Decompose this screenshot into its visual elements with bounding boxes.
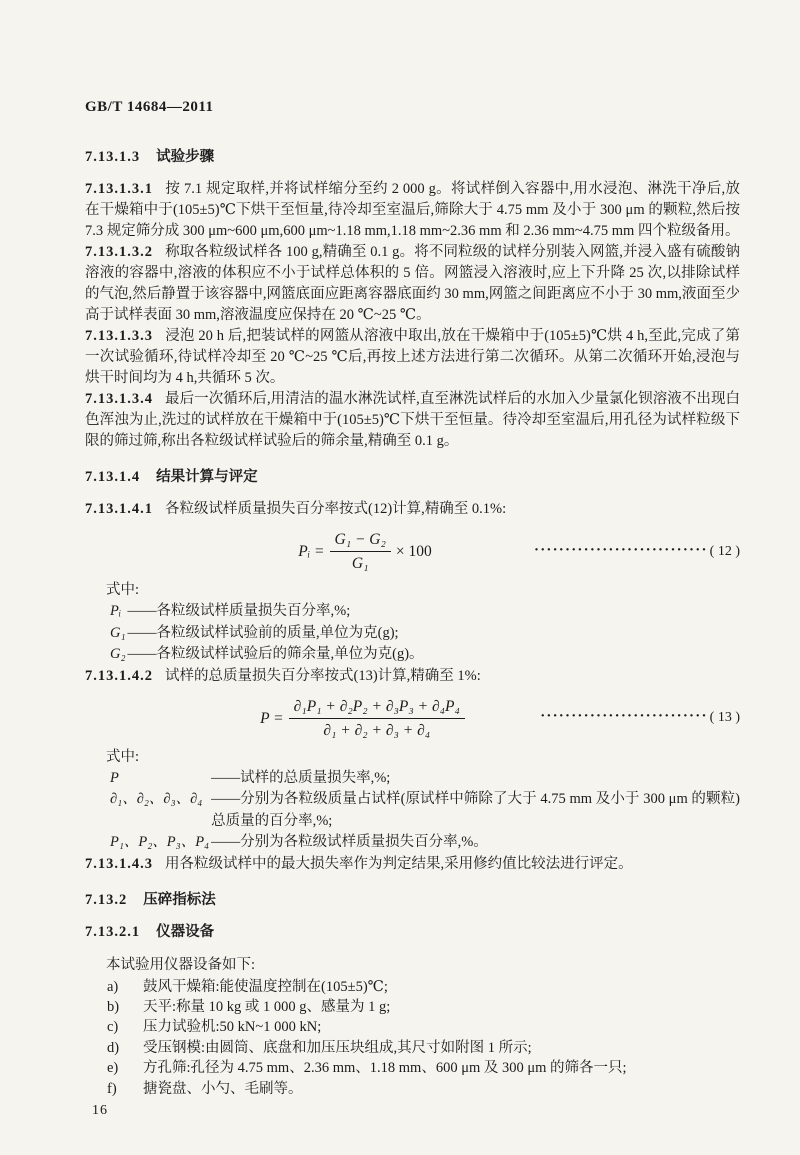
list-marker: d): [107, 1039, 120, 1056]
equipment-item-text: 受压钢模:由圆筒、底盘和加压压块组成,其尺寸如附图 1 所示;: [143, 1039, 532, 1056]
fraction-numerator: G₁ − G₂: [330, 529, 391, 552]
clause-number: 7.13.1.4.1: [85, 501, 153, 517]
equation-number: ( 13 ): [709, 710, 740, 725]
equipment-item-text: 鼓风干燥箱:能使温度控制在(105±5)℃;: [143, 978, 388, 995]
list-marker: e): [107, 1060, 119, 1077]
standard-number-header: GB/T 14684—2011: [85, 99, 214, 115]
symbol-description: ——各粒级试样试验前的质量,单位为克(g);: [127, 624, 399, 641]
list-marker: f): [107, 1080, 117, 1097]
symbol: G₁: [110, 624, 126, 641]
heading-7-13-2: [85, 890, 740, 911]
equipment-item-text: 方孔筛:孔径为 4.75 mm、2.36 mm、1.18 mm、600 μm 及 300 μm 的筛各一只;: [143, 1060, 627, 1077]
clause-number: 7.13.1.3.2: [85, 244, 153, 260]
clause-text: 最后一次循环后,用清洁的温水淋洗试样,直至淋洗试样后的水加入少量氯化钡溶液不出现白色浑浊为止,洗过的试样放在干燥箱中于(105±5)℃下烘干至恒量。待冷却至室温后,用孔径为试样粒级下限的筛过筛,称出各粒级试样试验后的筛余量,精确至 0.1 g。: [85, 391, 740, 449]
equipment-item: [85, 1058, 740, 1078]
clause-text: 按 7.1 规定取样,并将试样缩分至约 2 000 g。将试样倒入容器中,用水浸泡、淋洗干净后,放在干燥箱中于(105±5)℃下烘干至恒量,待冷却至室温后,筛除大于 4.75 mm 及小于 300 μm 的颗粒,然后按 7.3 规定筛分成 300 μm~600 μm,600 μm~1.18 mm,1.18 mm~2.36 mm 和 2.36 mm~4.75 mm 四个粒级备用。: [85, 181, 740, 239]
definition-row: [110, 768, 740, 790]
symbol-description: ——各粒级试样质量损失百分率,%;: [127, 603, 351, 619]
list-marker: b): [107, 998, 120, 1015]
formula-13-expression: [260, 696, 470, 741]
clause-text: 各粒级试样质量损失百分率按式(12)计算,精确至 0.1%:: [165, 501, 507, 517]
heading-number: 7.13.1.4: [85, 469, 141, 485]
symbol: Pᵢ: [110, 603, 122, 619]
clause-7-13-1-3-2: [85, 242, 740, 326]
equipment-item: [85, 1017, 740, 1037]
formula-12-leader: [534, 540, 740, 562]
clause-7-13-1-4-1: [85, 499, 740, 520]
equipment-item-text: 搪瓷盘、小勺、毛刷等。: [143, 1080, 303, 1097]
definition-row: [110, 623, 424, 645]
equipment-intro: 本试验用仪器设备如下:: [106, 956, 256, 973]
heading-number: 7.13.1.3: [85, 149, 141, 165]
symbol: G₂: [110, 646, 126, 662]
clause-7-13-1-3-1: [85, 179, 740, 242]
clause-number: 7.13.1.3.4: [85, 391, 153, 407]
fraction: [289, 696, 465, 741]
clause-7-13-1-3-3: [85, 326, 740, 389]
clause-7-13-1-4-3: [85, 854, 740, 875]
symbol-description: ——试样的总质量损失率,%;: [211, 769, 391, 786]
formula-lhs: P =: [260, 709, 284, 727]
formula-12: [85, 527, 740, 574]
clause-number: 7.13.1.3.3: [85, 328, 153, 344]
fraction-denominator: G₁: [351, 555, 369, 572]
heading-title: 仪器设备: [156, 923, 215, 940]
where-block-13: [85, 747, 740, 854]
clause-7-13-1-3-4: [85, 389, 740, 452]
symbol: P: [110, 769, 119, 786]
clause-number: 7.13.1.4.2: [85, 667, 153, 684]
heading-title: 压碎指标法: [143, 891, 216, 908]
formula-13-leader: [540, 706, 740, 728]
definition-row: [110, 644, 424, 666]
heading-title: 结果计算与评定: [156, 469, 258, 485]
symbol-definitions: [110, 768, 740, 854]
symbol: ∂₁、∂₂、∂₃、∂₄: [110, 791, 203, 807]
definition-row: [110, 601, 424, 623]
heading-7-13-1-4: [85, 467, 740, 488]
where-label: 式中:: [106, 748, 140, 765]
formula-12-expression: [298, 529, 432, 574]
equipment-list: [85, 977, 740, 1099]
heading-number: 7.13.2: [85, 891, 128, 908]
fraction-numerator: ∂₁P₁ + ∂₂P₂ + ∂₃P₃ + ∂₄P₄: [289, 696, 465, 719]
list-marker: c): [107, 1019, 119, 1036]
definition-row: [110, 832, 740, 854]
heading-title: 试验步骤: [156, 149, 215, 165]
fraction: [330, 529, 391, 574]
page-number: 16: [92, 1102, 108, 1118]
dot-leader: ···························: [540, 708, 708, 724]
heading-number: 7.13.2.1: [85, 923, 141, 940]
symbol: P₁、P₂、P₃、P₄: [110, 834, 210, 850]
clause-number: 7.13.1.4.3: [85, 855, 153, 872]
clause-text: 称取各粒级试样各 100 g,精确至 0.1 g。将不同粒级的试样分别装入网篮,并浸入盛有硫酸钠溶液的容器中,溶液的体积应不小于试样总体积的 5 倍。网篮浸入溶液时,应上下升降 25 次,以排除试样的气泡,然后静置于该容器中,网篮底面应距离容器底面约 30 mm,网篮之间距离应不小于 30 mm,液面至少高于试样表面 30 mm,溶液温度应保持在 20 ℃~25 ℃。: [85, 244, 740, 323]
equipment-item: [85, 1038, 740, 1058]
clause-number: 7.13.1.3.1: [85, 181, 153, 197]
symbol-description: ——分别为各粒级试样质量损失百分率,%。: [211, 834, 488, 850]
equipment-item-text: 压力试验机:50 kN~1 000 kN;: [143, 1019, 322, 1036]
heading-7-13-1-3: [85, 147, 740, 168]
equation-number: ( 12 ): [709, 543, 740, 559]
formula-suffix: × 100: [395, 543, 432, 560]
fraction-denominator: ∂₁ + ∂₂ + ∂₃ + ∂₄: [323, 721, 431, 739]
symbol-description: ——分别为各粒级质量占试样(原试样中筛除了大于 4.75 mm 及小于 300 μm 的颗粒)总质量的百分率,%;: [211, 791, 740, 829]
clause-7-13-1-4-2: [85, 666, 740, 687]
equipment-item: [85, 1079, 740, 1099]
symbol-description: ——各粒级试样试验后的筛余量,单位为克(g)。: [127, 646, 424, 662]
formula-lhs: Pᵢ =: [298, 543, 325, 560]
symbol-definitions: [110, 601, 424, 666]
heading-7-13-2-1: [85, 922, 740, 943]
where-block-12: [85, 580, 740, 666]
formula-13: [85, 694, 740, 741]
dot-leader: ····························: [534, 541, 708, 558]
clause-text: 浸泡 20 h 后,把装试样的网篮从溶液中取出,放在干燥箱中于(105±5)℃烘 4 h,至此,完成了第一次试验循环,待试样冷却至 20 ℃~25 ℃后,再按上述方法进行第二次循环。从第二次循环开始,浸泡与烘干时间均为 4 h,共循环 5 次。: [85, 328, 740, 386]
equipment-item: [85, 977, 740, 997]
equipment-item-text: 天平:称量 10 kg 或 1 000 g、感量为 1 g;: [143, 998, 391, 1015]
equipment-item: [85, 997, 740, 1017]
definition-row: [110, 789, 740, 832]
list-marker: a): [107, 978, 119, 995]
clause-text: 用各粒级试样中的最大损失率作为判定结果,采用修约值比较法进行评定。: [165, 855, 633, 872]
clause-text: 试样的总质量损失百分率按式(13)计算,精确至 1%:: [165, 667, 481, 684]
where-label: 式中:: [106, 582, 140, 598]
